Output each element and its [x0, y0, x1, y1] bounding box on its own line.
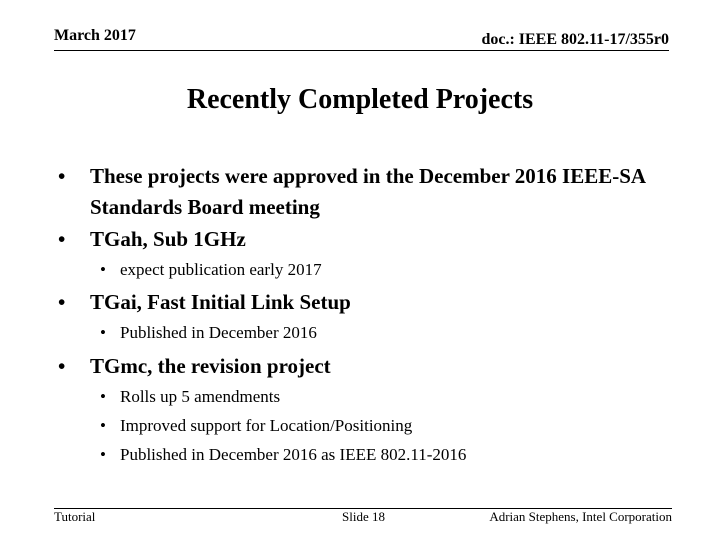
slide-title: Recently Completed Projects [186, 84, 534, 115]
bullet-tgai [58, 287, 658, 318]
footer-slide-number: Slide 18 [342, 509, 385, 524]
sub-bullet-tgmc-location [100, 414, 660, 438]
sub-bullet-text: Published in December 2016 as IEEE 802.11-2016 [120, 445, 467, 464]
sub-bullet-text: Improved support for Location/Positioning [120, 416, 413, 435]
bullet-icon: • [100, 387, 106, 406]
sub-bullet-text: Rolls up 5 amendments [120, 387, 281, 406]
bullet-approved [58, 161, 658, 223]
bullet-icon: • [58, 290, 66, 314]
bullet-icon: • [58, 354, 66, 378]
header-date: March 2017 [54, 27, 136, 44]
sub-bullet-tgmc-published [100, 443, 660, 467]
sub-bullet-text: Published in December 2016 [120, 323, 317, 342]
header-divider [54, 50, 669, 51]
footer-left: Tutorial [54, 509, 96, 524]
bullet-text: TGah, Sub 1GHz [90, 227, 246, 251]
bullet-icon: • [100, 323, 106, 342]
sub-bullet-tgah-publication [100, 258, 660, 282]
bullet-tgah [58, 224, 658, 255]
bullet-text: TGai, Fast Initial Link Setup [90, 290, 351, 314]
sub-bullet-tgai-published [100, 321, 660, 345]
header-doc-id: doc.: IEEE 802.11-17/355r0 [481, 31, 669, 48]
footer-author: Adrian Stephens, Intel Corporation [489, 509, 672, 524]
bullet-text: TGmc, the revision project [90, 354, 331, 378]
sub-bullet-text: expect publication early 2017 [120, 260, 322, 279]
bullet-text: These projects were approved in the December 2016 IEEE-SA Standards Board meeting [90, 164, 645, 219]
bullet-icon: • [58, 164, 66, 188]
bullet-icon: • [58, 227, 66, 251]
sub-bullet-tgmc-amendments [100, 385, 660, 409]
bullet-icon: • [100, 445, 106, 464]
bullet-icon: • [100, 416, 106, 435]
bullet-tgmc [58, 351, 658, 382]
bullet-icon: • [100, 260, 106, 279]
